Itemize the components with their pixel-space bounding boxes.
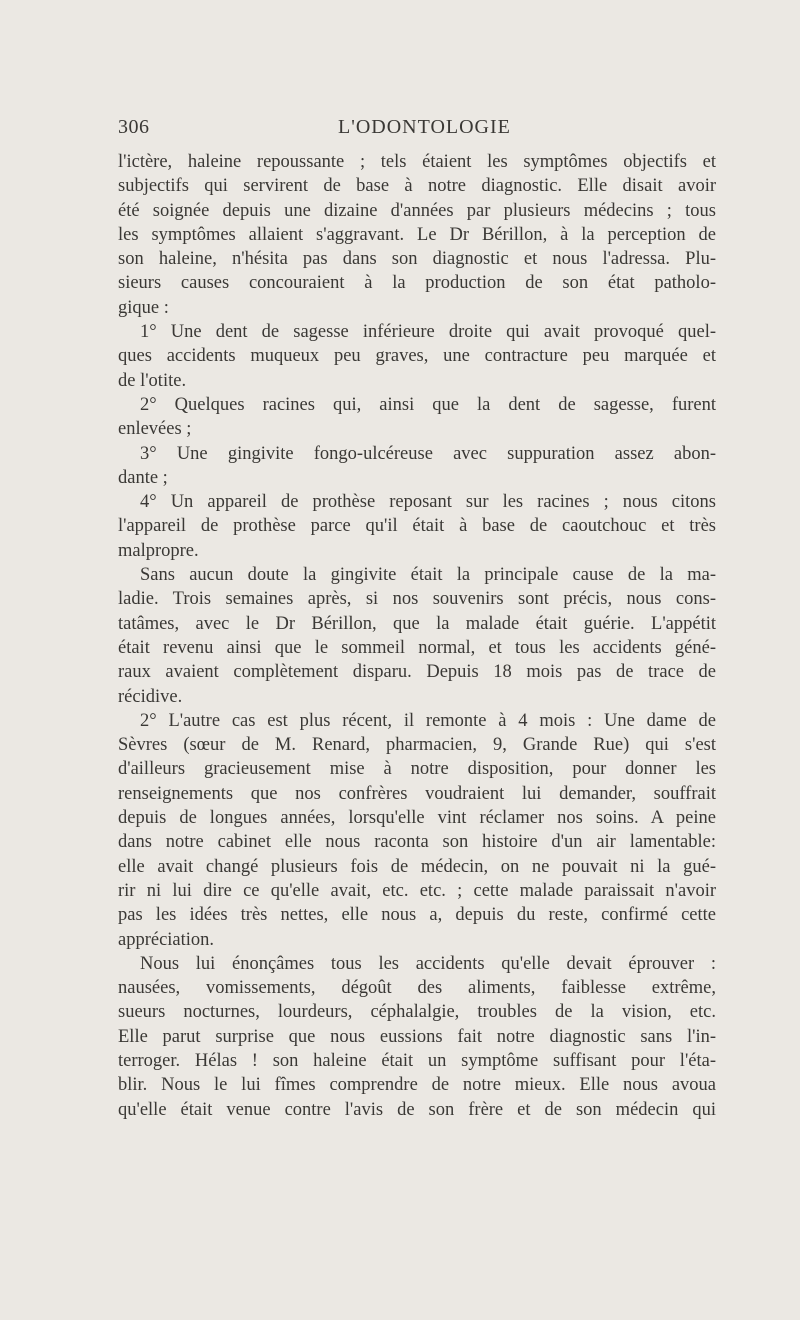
text-line: de l'otite. xyxy=(118,370,187,391)
text-line: elle avait changé plusieurs fois de médecin, on ne pouvait ni la gué- xyxy=(118,856,716,877)
text-line: sueurs nocturnes, lourdeurs, céphalalgie, troubles de la vision, etc. xyxy=(118,1002,716,1023)
text-line: ladie. Trois semaines après, si nos souvenirs sont précis, nous cons- xyxy=(118,589,716,610)
text-line: dante ; xyxy=(118,467,168,488)
text-line: qu'elle était venue contre l'avis de son frère et de son médecin qui xyxy=(118,1099,716,1120)
text-line: appréciation. xyxy=(118,929,215,950)
text-line: Nous lui énonçâmes tous les accidents qu'elle devait éprouver : xyxy=(140,953,716,974)
text-line: subjectifs qui servirent de base à notre diagnostic. Elle disait avoir xyxy=(118,176,716,197)
text-line: nausées, vomissements, dégoût des aliments, faiblesse extrême, xyxy=(118,978,716,999)
body-text xyxy=(118,150,716,1122)
text-line: 3° Une gingivite fongo-ulcéreuse avec suppuration assez abon- xyxy=(140,443,716,464)
text-line: été soignée depuis une dizaine d'années par plusieurs médecins ; tous xyxy=(118,200,716,221)
page-number: 306 xyxy=(118,116,150,138)
text-line: 1° Une dent de sagesse inférieure droite qui avait provoqué quel- xyxy=(140,322,716,343)
text-line: Sèvres (sœur de M. Renard, pharmacien, 9, Grande Rue) qui s'est xyxy=(118,735,716,756)
text-line: gique : xyxy=(118,297,169,318)
text-line: son haleine, n'hésita pas dans son diagnostic et nous l'adressa. Plu- xyxy=(118,249,716,270)
text-line: l'appareil de prothèse parce qu'il était à base de caoutchouc et très xyxy=(118,516,716,537)
text-line: 4° Un appareil de prothèse reposant sur les racines ; nous citons xyxy=(140,492,716,513)
text-line: malpropre. xyxy=(118,540,199,561)
text-line: renseignements que nos confrères voudraient lui demander, souffrait xyxy=(118,783,716,804)
text-line: 2° L'autre cas est plus récent, il remonte à 4 mois : Une dame de xyxy=(140,710,716,731)
text-line: Elle parut surprise que nous eussions fait notre diagnostic sans l'in- xyxy=(118,1026,716,1047)
running-title: L'ODONTOLOGIE xyxy=(338,116,511,138)
text-line: d'ailleurs gracieusement mise à notre disposition, pour donner les xyxy=(118,759,716,780)
text-line: ques accidents muqueux peu graves, une contracture peu marquée et xyxy=(118,346,716,367)
text-line: dans notre cabinet elle nous raconta son histoire d'un air lamentable: xyxy=(118,832,716,853)
text-line: rir ni lui dire ce qu'elle avait, etc. etc. ; cette malade paraissait n'avoir xyxy=(118,880,716,901)
text-line: pas les idées très nettes, elle nous a, depuis du reste, confirmé cette xyxy=(118,905,716,926)
text-line: l'ictère, haleine repoussante ; tels étaient les symptômes objectifs et xyxy=(118,152,716,172)
text-line: terroger. Hélas ! son haleine était un symptôme suffisant pour l'éta- xyxy=(118,1050,716,1071)
text-line: tatâmes, avec le Dr Bérillon, que la malade était guérie. L'appétit xyxy=(118,613,716,634)
text-line: sieurs causes concouraient à la production de son état patholo- xyxy=(118,273,716,294)
text-line: blir. Nous le lui fîmes comprendre de notre mieux. Elle nous avoua xyxy=(118,1075,716,1096)
page-header xyxy=(118,116,716,146)
text-line: Sans aucun doute la gingivite était la principale cause de la ma- xyxy=(140,565,716,586)
text-line: récidive. xyxy=(118,686,183,707)
text-line: était revenu ainsi que le sommeil normal, et tous les accidents géné- xyxy=(118,637,716,658)
text-line: enlevées ; xyxy=(118,419,192,440)
text-line: les symptômes allaient s'aggravant. Le Dr Bérillon, à la perception de xyxy=(118,224,716,245)
text-line: depuis de longues années, lorsqu'elle vint réclamer nos soins. A peine xyxy=(118,808,716,829)
text-line: raux avaient complètement disparu. Depuis 18 mois pas de trace de xyxy=(118,662,716,683)
text-line: 2° Quelques racines qui, ainsi que la dent de sagesse, furent xyxy=(140,394,716,415)
